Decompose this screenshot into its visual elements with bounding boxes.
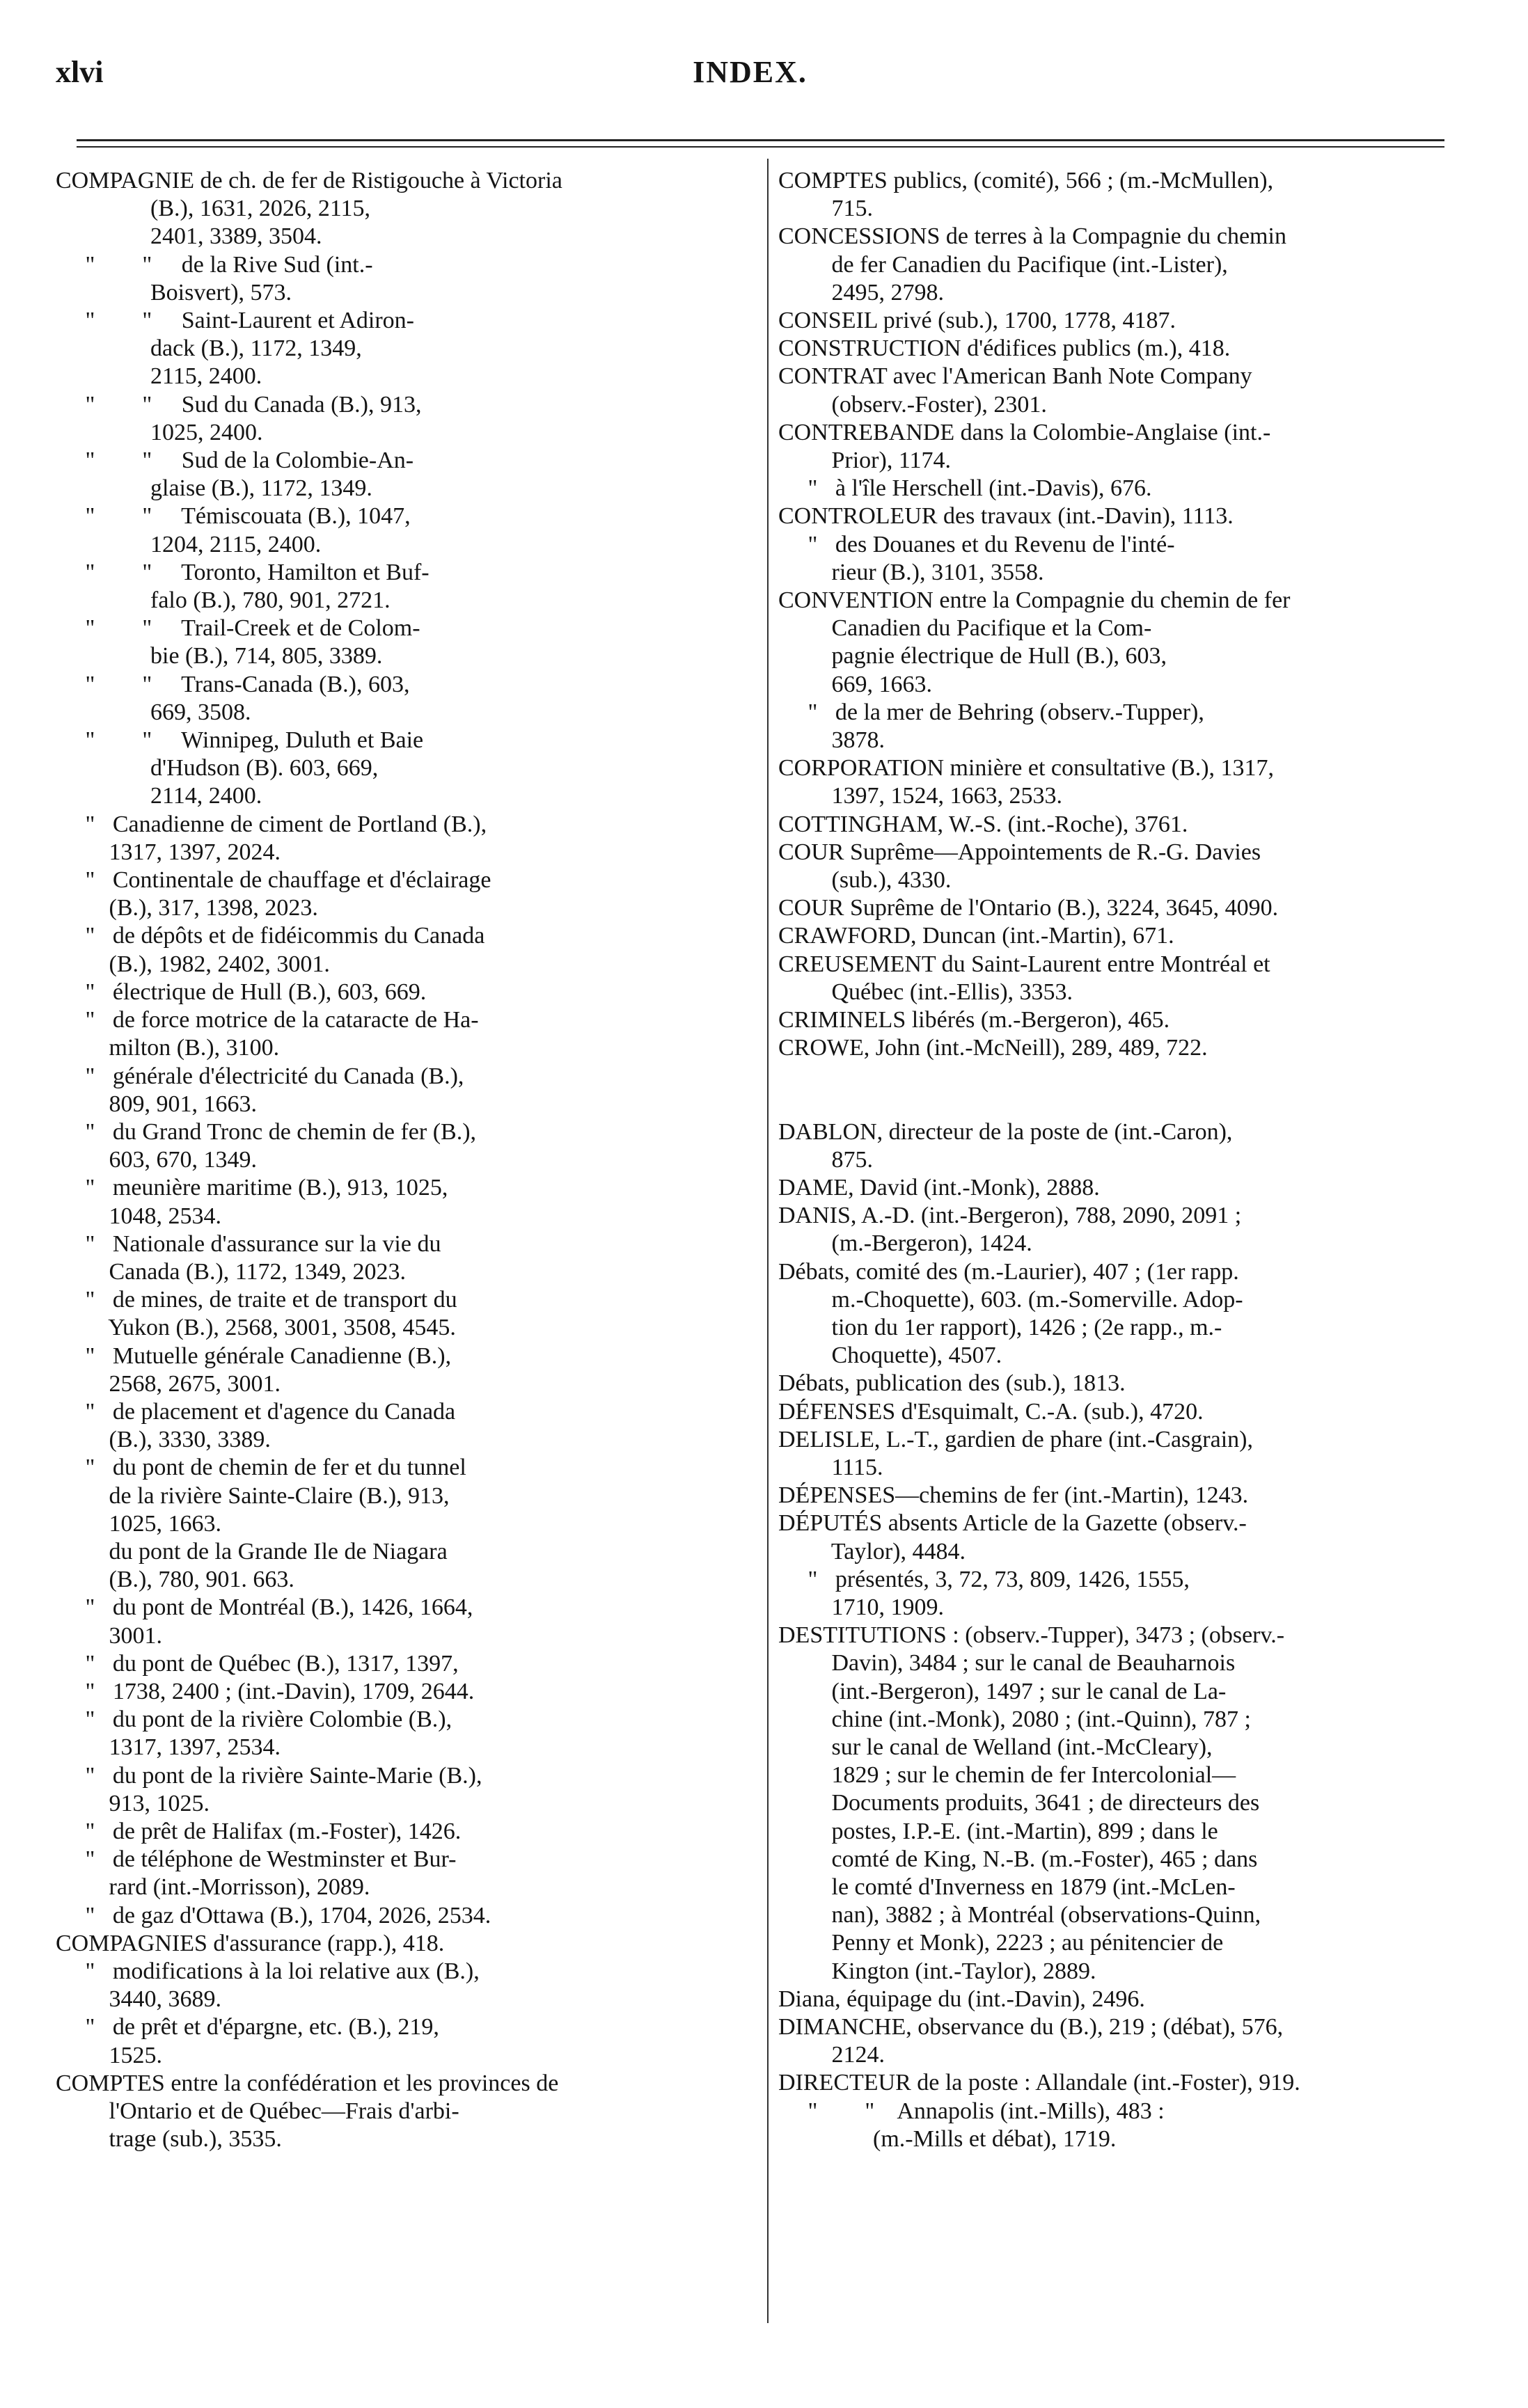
index-entry-line: CORPORATION minière et consultative (B.), 1317,: [778, 755, 1275, 782]
index-entry-line: CONTREBANDE dans la Colombie-Anglaise (int.-: [778, 419, 1271, 445]
index-entry-line: pagnie électrique de Hull (B.), 603,: [778, 643, 1167, 670]
index-entry-line: " Canadienne de ciment de Portland (B.),: [56, 811, 487, 837]
index-entry-line: CONSEIL privé (sub.), 1700, 1778, 4187.: [778, 308, 1176, 334]
index-column-right: [778, 167, 1467, 2153]
index-entry-line: (B.), 317, 1398, 2023.: [56, 895, 318, 921]
index-entry-line: CONCESSIONS de terres à la Compagnie du chemin: [778, 223, 1286, 250]
index-entry: [56, 866, 755, 922]
index-entry-line: Diana, équipage du (int.-Davin), 2496.: [778, 1986, 1145, 2012]
index-entry: [778, 1426, 1467, 1482]
index-entry-line: " électrique de Hull (B.), 603, 669.: [56, 979, 427, 1005]
index-entry: [778, 1482, 1467, 1510]
index-entry-line: DESTITUTIONS : (observ.-Tupper), 3473 ; (observ.-: [778, 1622, 1285, 1649]
index-entry-line: 2401, 3389, 3504.: [56, 223, 322, 250]
header-rule-double: [77, 146, 1444, 148]
index-entry-line: 1317, 1397, 2534.: [56, 1734, 281, 1761]
index-entry-line: CROWE, John (int.-McNeill), 289, 489, 722.: [778, 1035, 1208, 1061]
index-entry-line: de fer Canadien du Pacifique (int.-Lister),: [778, 251, 1228, 278]
index-entry-line: 1048, 2534.: [56, 1203, 221, 1229]
index-entry-line: " de gaz d'Ottawa (B.), 1704, 2026, 2534.: [56, 1902, 491, 1928]
index-entry: [56, 1594, 755, 1649]
index-entry: [778, 1118, 1467, 1174]
index-entry-line: CREUSEMENT du Saint-Laurent entre Montréal et: [778, 951, 1270, 977]
index-entry: [778, 754, 1467, 810]
index-entry: [778, 1202, 1467, 1258]
index-entry: [778, 1622, 1467, 1986]
index-entry-line: m.-Choquette), 603. (m.-Somerville. Adop-: [778, 1286, 1243, 1313]
index-entry: [778, 699, 1467, 754]
index-entry: [778, 2013, 1467, 2069]
page-header: [56, 54, 1444, 103]
index-entry-line: 1525.: [56, 2042, 162, 2068]
index-entry: [778, 839, 1467, 894]
index-entry-line: 875.: [778, 1146, 873, 1173]
index-entry-line: CONTROLEUR des travaux (int.-Davin), 1113.: [778, 503, 1234, 530]
index-entry-line: 913, 1025.: [56, 1790, 210, 1816]
index-entry-line: 2568, 2675, 3001.: [56, 1370, 281, 1397]
index-entry: [778, 1034, 1467, 1062]
index-entry-line: Choquette), 4507.: [778, 1342, 1002, 1369]
index-entry: [778, 502, 1467, 530]
index-entry: [778, 1174, 1467, 1202]
index-entry: [56, 727, 755, 811]
index-entry-line: " du pont de Montréal (B.), 1426, 1664,: [56, 1594, 473, 1621]
index-entry-line: 3001.: [56, 1622, 162, 1649]
index-entry-line: 3440, 3689.: [56, 1986, 221, 2013]
index-entry-line: " du pont de la rivière Colombie (B.),: [56, 1706, 452, 1733]
index-entry-line: de la rivière Sainte-Claire (B.), 913,: [56, 1482, 450, 1509]
index-entry-line: " " Annapolis (int.-Mills), 483 :: [778, 2098, 1165, 2124]
index-entry-line: " modifications à la loi relative aux (B.),: [56, 1958, 480, 1984]
index-entry-line: " de mines, de traite et de transport du: [56, 1287, 457, 1313]
index-entry: [56, 391, 755, 447]
index-entry-line: DIMANCHE, observance du (B.), 219 ; (débat), 576,: [778, 2014, 1284, 2040]
index-entry-line: " du Grand Tronc de chemin de fer (B.),: [56, 1118, 477, 1145]
index-entry-line: (sub.), 4330.: [778, 867, 952, 894]
index-entry-line: " 1738, 2400 ; (int.-Davin), 1709, 2644.: [56, 1678, 475, 1704]
index-entry-line: " de placement et d'agence du Canada: [56, 1398, 456, 1425]
index-entry: [56, 1006, 755, 1062]
index-entry: [56, 1930, 755, 1958]
index-entry-line: " " Toronto, Hamilton et Buf-: [56, 559, 430, 585]
index-entry-line: Kington (int.-Taylor), 2889.: [778, 1958, 1096, 1984]
index-entry-line: " Continentale de chauffage et d'éclairage: [56, 867, 491, 894]
index-entry-line: 669, 3508.: [56, 699, 251, 725]
page-title: INDEX.: [693, 55, 808, 89]
index-entry-line: 2114, 2400.: [56, 783, 262, 809]
index-entry-line: " du pont de Québec (B.), 1317, 1397,: [56, 1650, 459, 1677]
index-entry-line: " à l'île Herschell (int.-Davis), 676.: [778, 475, 1152, 502]
column-divider: [767, 159, 769, 2323]
index-entry-line: Boisvert), 573.: [56, 279, 292, 306]
index-entry-line: 2124.: [778, 2042, 885, 2068]
index-entry: [56, 979, 755, 1006]
index-entry: [778, 811, 1467, 839]
index-entry-line: CONSTRUCTION d'édifices publics (m.), 418.: [778, 335, 1231, 362]
index-entry-line: " de prêt de Halifax (m.-Foster), 1426.: [56, 1818, 462, 1844]
index-entry-line: " meunière maritime (B.), 913, 1025,: [56, 1175, 448, 1201]
index-entry-line: 603, 670, 1349.: [56, 1147, 257, 1173]
index-entry-line: d'Hudson (B). 603, 669,: [56, 755, 379, 782]
index-entry-line: " générale d'électricité du Canada (B.),: [56, 1063, 464, 1089]
index-entry-line: 2495, 2798.: [778, 279, 944, 306]
index-entry-line: nan), 3882 ; à Montréal (observations-Quinn,: [778, 1902, 1261, 1928]
index-entry-line: falo (B.), 780, 901, 2721.: [56, 587, 391, 614]
index-entry-line: milton (B.), 3100.: [56, 1035, 280, 1061]
index-entry-line: Québec (int.-Ellis), 3353.: [778, 979, 1073, 1005]
index-entry-line: (int.-Bergeron), 1497 ; sur le canal de La-: [778, 1678, 1227, 1704]
index-entry-line: (B.), 3330, 3389.: [56, 1427, 271, 1453]
index-entry: [778, 419, 1467, 475]
index-entry: [56, 167, 755, 251]
index-entry-line: 1204, 2115, 2400.: [56, 531, 322, 557]
index-entry-line: 669, 1663.: [778, 671, 932, 697]
index-entry: [778, 335, 1467, 363]
index-entry-line: 3878.: [778, 727, 885, 754]
index-entry: [778, 1006, 1467, 1034]
index-entry: [778, 1986, 1467, 2013]
index-entry-line: Yukon (B.), 2568, 3001, 3508, 4545.: [56, 1315, 456, 1341]
index-entry-line: " de prêt et d'épargne, etc. (B.), 219,: [56, 2014, 439, 2041]
index-entry-line: Canada (B.), 1172, 1349, 2023.: [56, 1258, 407, 1285]
index-entry-line: Débats, publication des (sub.), 1813.: [778, 1370, 1126, 1397]
index-entry-line: DELISLE, L.-T., gardien de phare (int.-Casgrain),: [778, 1426, 1253, 1452]
index-entry-line: CONVENTION entre la Compagnie du chemin de fer: [778, 587, 1291, 614]
index-entry-line: (m.-Bergeron), 1424.: [778, 1230, 1032, 1257]
index-entry-line: Penny et Monk), 2223 ; au pénitencier de: [778, 1930, 1224, 1956]
index-entry-line: " " Saint-Laurent et Adiron-: [56, 308, 414, 334]
index-entry-line: Débats, comité des (m.-Laurier), 407 ; (1er rapp.: [778, 1258, 1239, 1285]
index-entry-line: le comté d'Inverness en 1879 (int.-McLen-: [778, 1874, 1236, 1900]
index-entry-line: l'Ontario et de Québec—Frais d'arbi-: [56, 2098, 459, 2125]
index-entry: [56, 1174, 755, 1230]
index-entry: [778, 1258, 1467, 1370]
index-entry-line: " de force motrice de la cataracte de Ha-: [56, 1007, 479, 1033]
index-entry-line: 1829 ; sur le chemin de fer Intercolonial—: [778, 1762, 1236, 1789]
index-entry: [778, 2069, 1467, 2097]
index-entry: [56, 559, 755, 615]
index-entry: [56, 615, 755, 670]
index-entry: [56, 811, 755, 866]
index-entry: [778, 167, 1467, 223]
index-entry-line: " du pont de la rivière Sainte-Marie (B.),: [56, 1762, 482, 1789]
index-entry-line: Documents produits, 3641 ; de directeurs des: [778, 1790, 1260, 1816]
index-entry-line: " de la mer de Behring (observ.-Tupper),: [778, 699, 1204, 725]
index-entry-line: COUR Suprême—Appointements de R.-G. Davies: [778, 839, 1261, 865]
index-entry-line: " " Winnipeg, Duluth et Baie: [56, 727, 424, 754]
index-entry-line: glaise (B.), 1172, 1349.: [56, 475, 372, 502]
index-entry-line: Canadien du Pacifique et la Com-: [778, 615, 1152, 642]
index-entry: [56, 671, 755, 727]
index-entry: [56, 1650, 755, 1678]
index-entry: [56, 2013, 755, 2069]
index-entry-line: COMPTES entre la confédération et les provinces de: [56, 2070, 559, 2096]
index-entry-line: " " Témiscouata (B.), 1047,: [56, 503, 411, 530]
index-entry: [56, 922, 755, 978]
index-entry-line: trage (sub.), 3535.: [56, 2126, 282, 2153]
index-entry: [56, 502, 755, 558]
index-entry-line: chine (int.-Monk), 2080 ; (int.-Quinn), 787 ;: [778, 1706, 1251, 1732]
index-entry-line: (observ.-Foster), 2301.: [778, 391, 1047, 418]
index-entry-line: bie (B.), 714, 805, 3389.: [56, 643, 383, 670]
index-entry-line: " " Trans-Canada (B.), 603,: [56, 671, 410, 697]
index-entry-line: Prior), 1174.: [778, 447, 952, 474]
index-entry: [56, 1286, 755, 1342]
index-entry-line: " Mutuelle générale Canadienne (B.),: [56, 1342, 452, 1369]
index-entry-line: COTTINGHAM, W.-S. (int.-Roche), 3761.: [778, 811, 1188, 837]
index-entry-line: DÉFENSES d'Esquimalt, C.-A. (sub.), 4720.: [778, 1398, 1204, 1425]
index-entry-line: DAME, David (int.-Monk), 2888.: [778, 1174, 1100, 1201]
index-entry-line: 1025, 1663.: [56, 1510, 221, 1537]
index-entry: [56, 307, 755, 391]
index-entry: [778, 475, 1467, 502]
index-entry-line: 1115.: [778, 1454, 883, 1480]
index-entry: [778, 922, 1467, 950]
index-column-left: [56, 167, 755, 2153]
index-entry-line: COMPAGNIE de ch. de fer de Ristigouche à Victoria: [56, 168, 562, 193]
index-entry: [56, 1846, 755, 1901]
index-entry-line: 1025, 2400.: [56, 419, 263, 445]
index-entry: [778, 1398, 1467, 1426]
page-number: xlvi: [56, 55, 104, 89]
index-entry-line: DABLON, directeur de la poste de (int.-Caron),: [778, 1118, 1233, 1145]
index-entry-line: sur le canal de Welland (int.-McCleary),: [778, 1734, 1213, 1760]
index-entry: [56, 1454, 755, 1538]
index-entry-line: (B.), 1982, 2402, 3001.: [56, 951, 330, 977]
index-entry-line: " " de la Rive Sud (int.-: [56, 251, 373, 278]
index-entry-line: CRIMINELS libérés (m.-Bergeron), 465.: [778, 1007, 1170, 1033]
index-entry-line: postes, I.P.-E. (int.-Martin), 899 ; dans le: [778, 1818, 1218, 1844]
index-entry: [56, 1902, 755, 1930]
index-entry: [56, 1118, 755, 1174]
index-entry-line: (m.-Mills et débat), 1719.: [778, 2125, 1117, 2152]
index-entry-line: " de téléphone de Westminster et Bur-: [56, 1846, 457, 1873]
index-entry-line: du pont de la Grande Ile de Niagara: [56, 1538, 448, 1565]
index-entry: [56, 1230, 755, 1286]
index-entry: [56, 251, 755, 307]
index-entry: [778, 1370, 1467, 1397]
index-entry-line: 809, 901, 1663.: [56, 1091, 257, 1117]
index-entry: [56, 1538, 755, 1594]
index-entry-line: DIRECTEUR de la poste : Allandale (int.-Foster), 919.: [778, 2070, 1300, 2096]
index-entry-line: COMPAGNIES d'assurance (rapp.), 418.: [56, 1930, 445, 1956]
index-entry-line: 715.: [778, 196, 873, 222]
index-entry: [778, 894, 1467, 922]
index-entry-line: COUR Suprême de l'Ontario (B.), 3224, 3645, 4090.: [778, 895, 1279, 921]
index-entry-line: Taylor), 4484.: [778, 1538, 966, 1565]
section-gap: [778, 1063, 1467, 1118]
index-entry: [56, 1063, 755, 1118]
index-entry-line: " Nationale d'assurance sur la vie du: [56, 1230, 441, 1257]
index-entry: [778, 223, 1467, 307]
index-entry-line: rard (int.-Morrisson), 2089.: [56, 1874, 370, 1901]
index-entry: [56, 447, 755, 502]
index-entry-line: dack (B.), 1172, 1349,: [56, 335, 362, 362]
index-entry-line: rieur (B.), 3101, 3558.: [778, 559, 1044, 585]
index-entry-line: " du pont de chemin de fer et du tunnel: [56, 1455, 466, 1481]
index-entry-line: COMPTES publics, (comité), 566 ; (m.-McMullen),: [778, 168, 1274, 193]
index-entry: [778, 587, 1467, 699]
index-entry: [56, 1678, 755, 1706]
index-entry-line: CONTRAT avec l'American Banh Note Company: [778, 363, 1252, 390]
index-entry: [56, 1762, 755, 1818]
index-entry-line: " de dépôts et de fidéicommis du Canada: [56, 923, 485, 949]
index-entry: [56, 1958, 755, 2013]
index-entry: [778, 1510, 1467, 1565]
index-entry-line: 1710, 1909.: [778, 1594, 944, 1620]
index-entry: [778, 363, 1467, 418]
index-entry: [56, 1398, 755, 1454]
index-entry: [778, 951, 1467, 1006]
index-entry-line: DÉPENSES—chemins de fer (int.-Martin), 1243.: [778, 1482, 1249, 1509]
index-entry-line: 2115, 2400.: [56, 363, 262, 390]
index-entry-line: (B.), 780, 901. 663.: [56, 1567, 294, 1593]
index-entry-line: DANIS, A.-D. (int.-Bergeron), 788, 2090, 2091 ;: [778, 1203, 1242, 1229]
index-entry-line: (B.), 1631, 2026, 2115,: [56, 196, 371, 222]
index-entry-line: 1397, 1524, 1663, 2533.: [778, 783, 1062, 809]
index-entry: [56, 2070, 755, 2154]
index-entry-line: " " Sud de la Colombie-An-: [56, 447, 414, 474]
index-entry: [778, 307, 1467, 335]
index-entry-line: CRAWFORD, Duncan (int.-Martin), 671.: [778, 923, 1174, 949]
index-entry-line: " des Douanes et du Revenu de l'inté-: [778, 531, 1175, 557]
index-entry: [778, 531, 1467, 587]
index-entry-line: 1317, 1397, 2024.: [56, 839, 281, 865]
index-entry: [56, 1342, 755, 1398]
index-entry: [778, 2098, 1467, 2153]
index-entry: [56, 1706, 755, 1761]
index-entry-line: " " Sud du Canada (B.), 913,: [56, 391, 422, 418]
index-entry-line: comté de King, N.-B. (m.-Foster), 465 ; dans: [778, 1846, 1258, 1872]
index-entry-line: Davin), 3484 ; sur le canal de Beauharnois: [778, 1650, 1236, 1677]
index-entry-line: DÉPUTÉS absents Article de la Gazette (observ.-: [778, 1510, 1247, 1537]
index-entry: [56, 1818, 755, 1846]
header-rule: [77, 139, 1444, 141]
index-entry: [778, 1566, 1467, 1622]
index-entry-line: tion du 1er rapport), 1426 ; (2e rapp., m.-: [778, 1314, 1222, 1340]
index-entry-line: " " Trail-Creek et de Colom-: [56, 615, 420, 642]
index-entry-line: " présentés, 3, 72, 73, 809, 1426, 1555,: [778, 1566, 1190, 1592]
